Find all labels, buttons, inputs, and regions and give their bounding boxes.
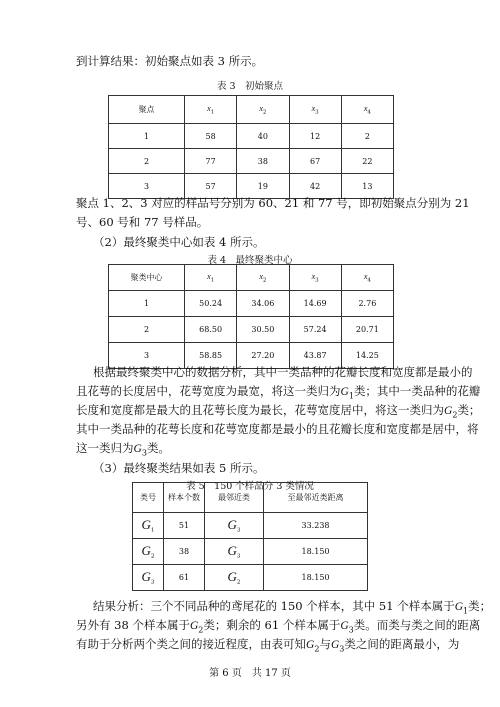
table-cell: 68.50	[185, 317, 237, 343]
table-row	[133, 565, 368, 591]
intro-line: 到计算结果：初始聚点如表 3 所示。	[76, 54, 264, 68]
table-cell: 51	[164, 513, 205, 539]
table-cell: 22	[341, 149, 393, 174]
table3-header-x4: $x_4$	[341, 96, 393, 124]
table4-header-x4: $x_4$	[341, 265, 393, 291]
table3	[108, 95, 394, 199]
table-row	[109, 149, 394, 174]
table5-header-cell: 最邻近类	[205, 483, 264, 513]
table-cell: 38	[237, 149, 289, 174]
table3-header-x3: $x_3$	[289, 96, 341, 124]
para2-line5: 这一类归为$G_3$类。	[76, 441, 170, 458]
table-cell: $G_3$	[133, 565, 164, 591]
table3-header-x1: $x_1$	[185, 96, 237, 124]
table-cell: 67	[289, 149, 341, 174]
table-cell: 2	[109, 149, 185, 174]
table-cell: 58.85	[185, 343, 237, 369]
table4-header-x2: $x_2$	[237, 265, 289, 291]
table-cell: 1	[109, 124, 185, 149]
table-cell: $G_3$	[205, 513, 264, 539]
para2-line1: 根据最终聚类中心的数据分析，其中一类品种的花瓣长度和宽度都是最小的	[93, 365, 473, 379]
table-cell: 30.50	[237, 317, 289, 343]
table-cell: 50.24	[185, 291, 237, 317]
table-cell: 33.238	[264, 513, 368, 539]
table-cell: 2	[109, 317, 185, 343]
table4-caption: 表 4 最终聚类中心	[207, 255, 293, 266]
table-cell: 77	[185, 149, 237, 174]
table-cell: 13	[341, 174, 393, 199]
table-cell: 18.150	[264, 565, 368, 591]
para3-line2: 另外有 38 个样本属于$G_2$类；剩余的 61 个样本属于$G_3$类。而类与类之间的距离	[76, 618, 481, 635]
table5-header-cell: 样本个数	[164, 483, 205, 513]
table-cell: 1	[109, 291, 185, 317]
para2-line2: 且花萼的长度居中，花萼宽度为最宽，将这一类归为$G_1$类；其中一类品种的花瓣	[76, 384, 481, 401]
table-row	[133, 513, 368, 539]
para2-line4: 其中一类品种的花萼长度和花萼宽度都是最小的且花瓣长度和宽度都是居中，将	[76, 422, 479, 436]
table4	[108, 264, 394, 369]
table-cell: 2.76	[341, 291, 393, 317]
table3-header-cell: 聚点	[109, 96, 185, 124]
table3-header-x2: $x_2$	[237, 96, 289, 124]
table5-caption: 表 5 150 个样品分 3 类情况	[186, 481, 314, 492]
table-cell: 18.150	[264, 539, 368, 565]
table-cell: 2	[341, 124, 393, 149]
para1-line1: 聚点 1、2、3 对应的样品号分别为 60、21 和 77 号，即初始聚点分别为 21	[76, 196, 470, 210]
table-cell: $G_1$	[133, 513, 164, 539]
table4-header-x1: $x_1$	[185, 265, 237, 291]
table4-header-x3: $x_3$	[289, 265, 341, 291]
para3-line3: 有助于分析两个类之间的接近程度，由表可知$G_2$与$G_3$类之间的距离最小，为	[76, 637, 460, 654]
section2-heading: （2）最终聚类中心如表 4 所示。	[93, 235, 265, 249]
table-cell: $G_2$	[205, 565, 264, 591]
table-cell: 34.06	[237, 291, 289, 317]
table3-header-row	[109, 96, 394, 124]
table4-header-row	[109, 265, 394, 291]
section3-heading: （3）最终聚类结果如表 5 所示。	[93, 461, 265, 475]
table5	[132, 482, 368, 591]
table-cell: 14.69	[289, 291, 341, 317]
table-cell: $G_2$	[133, 539, 164, 565]
table-cell: $G_3$	[205, 539, 264, 565]
table-cell: 42	[289, 174, 341, 199]
table-cell: 57.24	[289, 317, 341, 343]
table-cell: 3	[109, 174, 185, 199]
table-cell: 27.20	[237, 343, 289, 369]
table5-header-row	[133, 483, 368, 513]
table-cell: 19	[237, 174, 289, 199]
table3-caption: 表 3 初始聚点	[216, 81, 284, 92]
table5-header-cell: 至最邻近类距离	[264, 483, 368, 513]
table-cell: 58	[185, 124, 237, 149]
table-cell: 38	[164, 539, 205, 565]
table-cell: 3	[109, 343, 185, 369]
table-cell: 14.25	[341, 343, 393, 369]
table-row	[109, 317, 394, 343]
table4-header-cell: 聚类中心	[109, 265, 185, 291]
table-row	[109, 291, 394, 317]
page-footer: 第 6 页 共 17 页	[209, 668, 291, 679]
table-cell: 61	[164, 565, 205, 591]
para2-line3: 长度和宽度都是最大的且花萼长度为最长，花萼宽度居中，将这一类归为$G_2$类；	[76, 403, 481, 420]
table-cell: 40	[237, 124, 289, 149]
table-cell: 20.71	[341, 317, 393, 343]
table-row	[133, 539, 368, 565]
table-row	[109, 124, 394, 149]
para1-line2: 号、60 号和 77 号样品。	[76, 215, 209, 229]
para3-line1: 结果分析：三个不同品种的鸢尾花的 150 个样本，其中 51 个样本属于$G_1$类；	[93, 599, 492, 616]
table-cell: 57	[185, 174, 237, 199]
table-cell: 12	[289, 124, 341, 149]
table5-header-cell: 类号	[133, 483, 164, 513]
table-cell: 43.87	[289, 343, 341, 369]
